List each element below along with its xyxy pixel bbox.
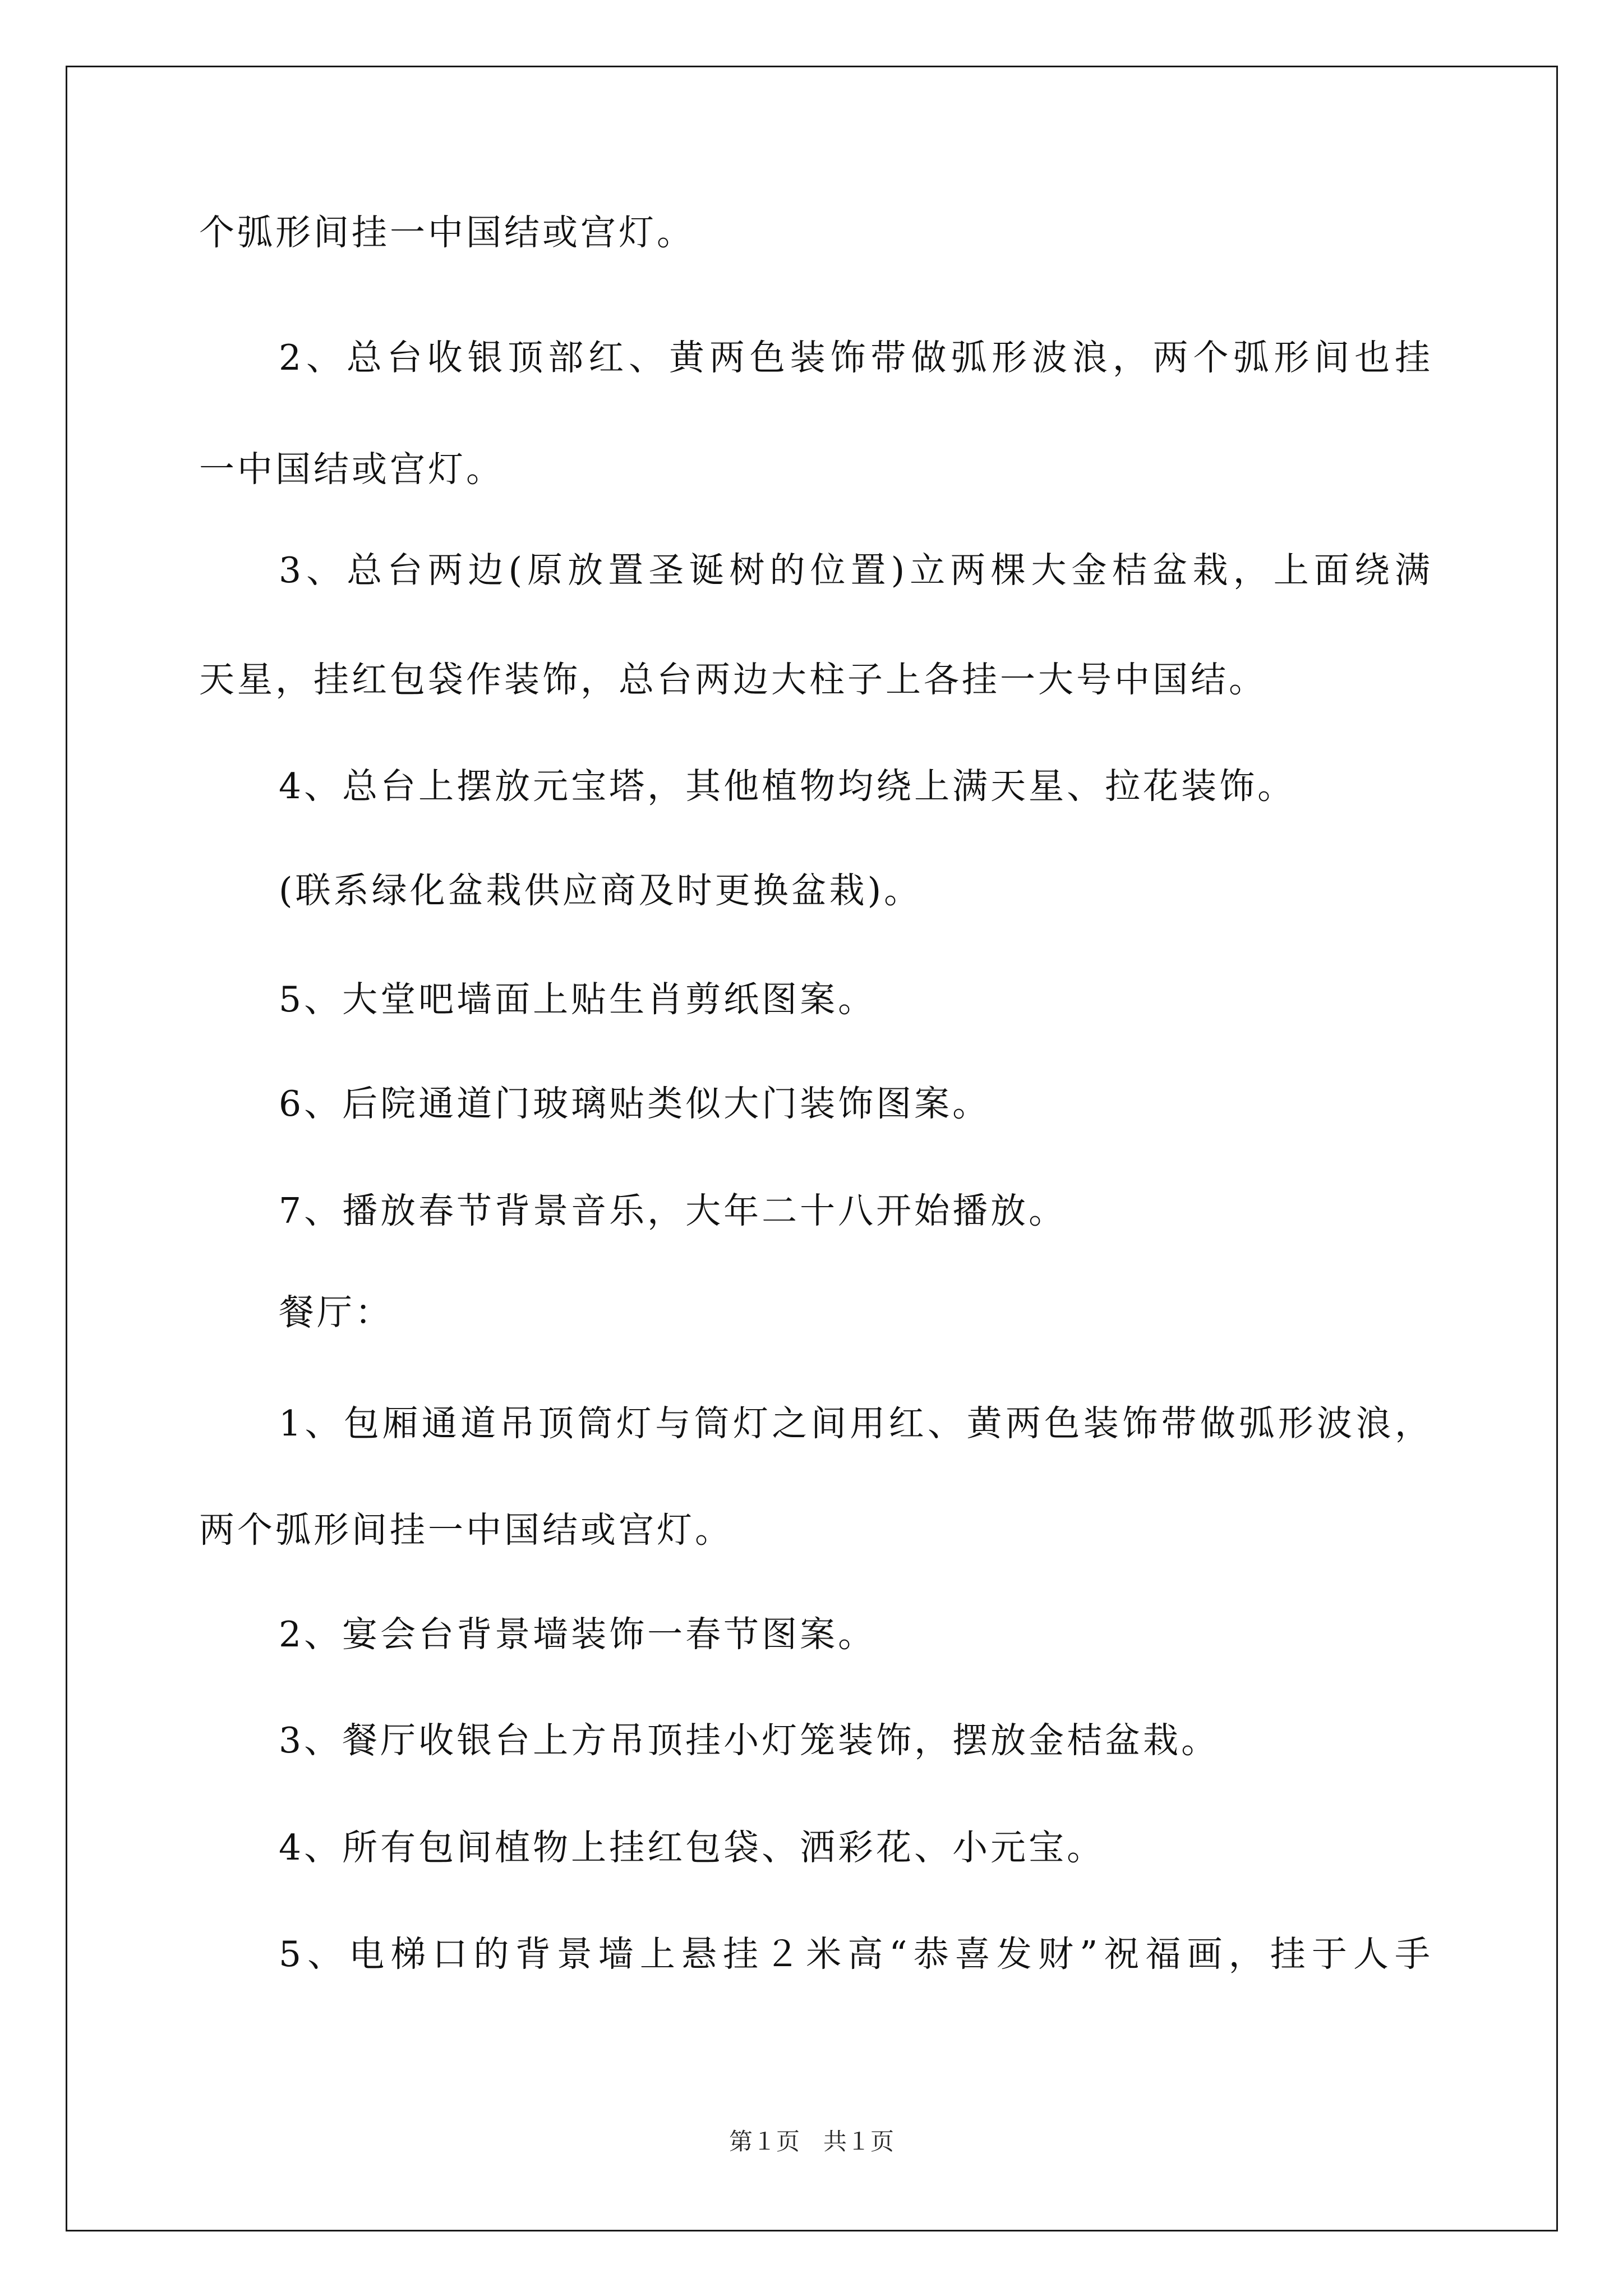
text-line-16: 4、所有包间植物上挂红包袋、洒彩花、小元宝。	[279, 1827, 1105, 1868]
text-line-1: 个弧形间挂一中国结或宫灯。	[199, 212, 695, 253]
text-line-6: 4、总台上摆放元宝塔，其他植物均绕上满天星、拉花装饰。	[279, 766, 1296, 807]
page-border	[66, 66, 1558, 2231]
text-line-8: 5、大堂吧墙面上贴生肖剪纸图案。	[279, 979, 877, 1020]
text-line-5: 天星，挂红包袋作装饰，总台两边大柱子上各挂一大号中国结。	[199, 659, 1267, 700]
text-line-13: 两个弧形间挂一中国结或宫灯。	[199, 1510, 733, 1550]
page-number-footer: 第１页 共１页	[728, 2128, 894, 2155]
section-heading-restaurant: 餐厅：	[279, 1292, 393, 1333]
text-line-17: 5、电梯口的背景墙上悬挂２米高“恭喜发财”祝福画，挂于人手	[279, 1934, 1430, 1975]
text-line-7: (联系绿化盆栽供应商及时更换盆栽)。	[279, 870, 923, 911]
text-line-4: 3、总台两边(原放置圣诞树的位置)立两棵大金桔盆栽，上面绕满	[279, 550, 1430, 591]
text-line-15: 3、餐厅收银台上方吊顶挂小灯笼装饰，摆放金桔盆栽。	[279, 1720, 1220, 1761]
text-line-12: 1、包厢通道吊顶筒灯与筒灯之间用红、黄两色装饰带做弧形波浪，	[279, 1403, 1430, 1444]
text-line-2: 2、总台收银顶部红、黄两色装饰带做弧形波浪，两个弧形间也挂	[279, 337, 1430, 378]
text-line-3: 一中国结或宫灯。	[199, 449, 504, 490]
text-line-14: 2、宴会台背景墙装饰一春节图案。	[279, 1614, 877, 1655]
text-line-9: 6、后院通道门玻璃贴类似大门装饰图案。	[279, 1083, 991, 1124]
text-line-10: 7、播放春节背景音乐，大年二十八开始播放。	[279, 1190, 1067, 1231]
